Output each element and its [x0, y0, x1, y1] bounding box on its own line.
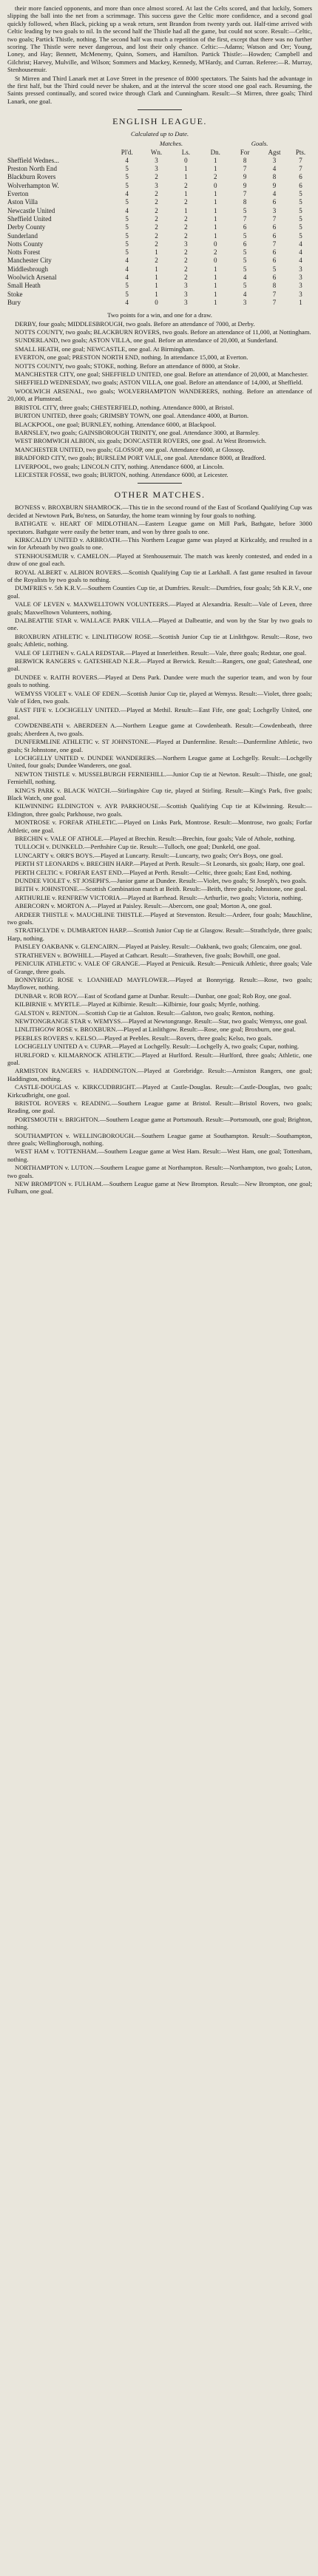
match-paragraph: KING'S PARK v. BLACK WATCH.—Stirlingshire Cup tie, played at Stirling. Result:—King's Park, five goals; Black Watch, one goal.: [7, 786, 312, 801]
other-matches-list: [7, 504, 312, 1196]
table-cell: 1: [155, 282, 158, 290]
table-cell: 7: [272, 290, 277, 298]
team-name-cell: Everton: [7, 190, 29, 198]
table-cell: 5: [243, 231, 247, 240]
table-cell: 2: [184, 274, 188, 282]
table-cell: 4: [243, 274, 247, 282]
match-paragraph: WEMYSS VIOLET v. VALE OF EDEN.—Scottish Junior Cup tie, played at Wemyss. Result:—Violet, three goals; Vale of Eden, two goals.: [7, 689, 312, 705]
table-row: [7, 274, 312, 282]
match-paragraph: TULLOCH v. DUNKELD.—Perthshire Cup tie. Result:—Tulloch, one goal; Dunkeld, one goal.: [15, 843, 260, 851]
table-row: [7, 223, 312, 231]
table-cell: 2: [184, 181, 188, 189]
table-cell: 3: [155, 156, 158, 164]
table-cell: 7: [243, 165, 247, 173]
table-cell: 4: [125, 257, 129, 265]
team-name-cell: Derby County: [7, 223, 46, 231]
result-paragraph: MANCHESTER UNITED, two goals; GLOSSOP, one goal. Attendance 6000, at Glossop.: [15, 445, 245, 453]
match-paragraph: PERTH ST LEONARDS v. BRECHIN HARP.—Played at Perth. Result:—St Leonards, six goals; Harp, one goal.: [15, 860, 305, 868]
table-row: [7, 215, 312, 223]
table-cell: 4: [125, 190, 129, 198]
team-name-cell: Newcastle United: [7, 206, 55, 214]
match-paragraph: LOCHGELLY UNITED A v. CUPAR.—Played at Lochgelly. Result:—Lochgelly A, two goals; Cupar, nothing.: [15, 1043, 300, 1051]
table-header-cell: [7, 140, 112, 148]
table-cell: 3: [184, 282, 188, 290]
table-group-header: [7, 140, 312, 148]
table-cell: 2: [184, 198, 188, 206]
result-paragraph: DERBY, four goals; MIDDLESBROUGH, two goals. Before an attendance of 7000, at Derby.: [15, 319, 255, 328]
result-paragraph: LEICESTER FOSSE, two goals; BURTON, nothing. Attendance 6000, at Leicester.: [15, 470, 229, 478]
table-cell: 3: [184, 298, 188, 306]
match-paragraph: NEWTONGRANGE STAR v. WEMYSS.—Played at Newtongrange. Result:—Star, two goals; Wemyss, one goal.: [15, 1017, 308, 1025]
table-cell: 5: [125, 214, 129, 223]
table-cell: 4: [243, 290, 247, 298]
table-cell: 5: [125, 173, 129, 181]
team-name-cell: Sunderland: [7, 231, 38, 240]
table-cell: 2: [184, 248, 188, 257]
table-cell: 6: [272, 248, 277, 257]
table-cell: 7: [272, 298, 277, 306]
match-paragraph: ARMISTON RANGERS v. HADDINGTON.—Played at Gorebridge. Result:—Armiston Rangers, one goal; Haddington, nothing.: [7, 1067, 312, 1082]
table-cell: 6: [243, 223, 247, 231]
team-name-cell: Manchester City: [7, 257, 52, 265]
match-paragraph: BEITH v. JOHNSTONE.—Scottish Combination match at Beith. Result:—Beith, three goals; Johnstone, one goal.: [15, 885, 308, 893]
table-header-cell: Dn.: [210, 148, 220, 156]
table-row: [7, 232, 312, 240]
match-paragraph: HURLFORD v. KILMARNOCK ATHLETIC.—Played at Hurlford. Result:—Hurlford, three goals; Athletic, one goal.: [7, 1051, 312, 1066]
match-paragraph: PENICUIK ATHLETIC v. VALE OF GRANGE.—Played at Penicuik. Result:—Penicuik Athletic, three goals; Vale of Grange, three goals.: [7, 960, 312, 975]
section-heading: OTHER MATCHES.: [114, 489, 206, 501]
result-paragraph: NOTTS COUNTY, two goals; STOKE, nothing. Before an attendance of 8000, at Stoke.: [15, 362, 240, 370]
table-cell: 4: [125, 298, 129, 306]
team-name-cell: Blackburn Rovers: [7, 173, 56, 181]
table-cell: 2: [155, 214, 158, 223]
table-row: [7, 265, 312, 274]
league-table-body: [7, 157, 312, 307]
table-cell: 4: [299, 240, 302, 248]
table-cell: 1: [214, 282, 217, 290]
table-cell: 6: [272, 198, 277, 206]
table-cell: 0: [184, 156, 188, 164]
table-cell: 1: [155, 274, 158, 282]
table-cell: 0: [214, 181, 217, 189]
table-row: [7, 299, 312, 307]
match-paragraph: ARDEER THISTLE v. MAUCHLINE THISTLE.—Played at Stevenston. Result:—Ardeer, four goals; Mauchline, two goals.: [7, 910, 312, 926]
match-paragraph: DUNBAR v. ROB ROY.—East of Scotland game at Dunbar. Result:—Dunbar, one goal; Rob Roy, one goal.: [15, 992, 291, 1000]
table-cell: 4: [125, 206, 129, 214]
team-name-cell: Notts Forest: [7, 248, 41, 257]
table-row: [7, 198, 312, 206]
table-cell: 5: [125, 198, 129, 206]
table-cell: 1: [184, 165, 188, 173]
table-cell: 1: [214, 274, 217, 282]
table-cell: 5: [243, 248, 247, 257]
result-paragraph: EVERTON, one goal; PRESTON NORTH END, nothing. In attendance 15,000, at Everton.: [15, 353, 248, 362]
table-cell: 2: [155, 240, 158, 248]
divider: [138, 109, 182, 110]
match-paragraph: DUNFERMLINE ATHLETIC v. ST JOHNSTONE.—Played at Dunfermline. Result:—Dunfermline Athletic, two goals; St Johnstone, one goal.: [7, 738, 312, 753]
table-cell: 5: [125, 165, 129, 173]
team-name-cell: Wolverhampton W.: [7, 181, 59, 189]
table-cell: 6: [272, 231, 277, 240]
table-row: [7, 248, 312, 257]
english-league-section: [7, 116, 312, 319]
match-paragraph: VALE OF LEITHEN v. GALA REDSTAR.—Played at Innerleithen. Result:—Vale, three goals; Redstar, one goal.: [15, 648, 307, 657]
match-paragraph: ABERCORN v. MORTON A.—Played at Paisley. Result:—Abercorn, one goal; Morton A, one goal.: [15, 902, 272, 910]
table-cell: 2: [214, 173, 217, 181]
team-name-cell: Sheffield Wednes...: [7, 156, 59, 164]
table-cell: 4: [272, 165, 277, 173]
result-paragraph: BRISTOL CITY, three goals; CHESTERFIELD, nothing. Attendance 8000, at Bristol.: [15, 403, 234, 411]
table-cell: 5: [272, 265, 277, 273]
table-cell: 0: [214, 257, 217, 265]
table-cell: 7: [272, 240, 277, 248]
table-cell: 2: [184, 265, 188, 273]
table-cell: 0: [214, 240, 217, 248]
table-cell: 6: [272, 257, 277, 265]
match-paragraph: NORTHAMPTON v. LUTON.—Southern League game at Northampton. Result:—Northampton, two goals; Luton, two goals.: [7, 1164, 312, 1179]
report-paragraph: their more fancied opponents, and more than once almost scored. At last the Celts scored, and that luckily, Somers slipping the ball into the net from a scrimmage. This success gave the Celtic more confidence, and a second goal quickly followed, when Black, picking up a weak return, sent Brandon from twenty yards out. Half-time arrived with Celtic leading by two goals to nil. In the second half the Thistle had all the game, but could not score. Result:—Celtic, two goals; Partick Thistle, nothing. The second half was much a repetition of the first, except that there was no further scoring. The Thistle were never dangerous, and lost their only chance. Celtic:—Adams; Watson and Orr; Young, Loney, and Hay; Bennett, McMenemy, Quinn, Somers, and Hamilton. Partick Thistle:—Howden; Campbell and Gilchrist; Harvey, Mulville, and Wilson; Sommers and Mackey, Kennedy, M'Hardy, and Curran. Referee:—R. Murray, Stenhousemuir.: [7, 4, 312, 74]
table-cell: 2: [184, 214, 188, 223]
table-cell: 7: [272, 214, 277, 223]
match-paragraph: LOCHGELLY UNITED v. DUNDEE WANDERERS.—Northern League game at Lochgelly. Result:—Lochgelly United, four goals; Dundee Wanderers, one goal.: [7, 753, 312, 770]
table-cell: 8: [272, 282, 277, 290]
team-name-cell: Small Heath: [7, 282, 41, 290]
table-cell: 7: [243, 214, 247, 223]
match-paragraph: ARTHURLIE v. RENFREW VICTORIA.—Played at Barrhead. Result:—Arthurlie, two goals; Victoria, nothing.: [15, 893, 303, 901]
match-paragraph: STRATHCLYDE v. DUMBARTON HARP.—Scottish Junior Cup tie at Glasgow. Result:—Strathclyde, three goals; Harp, nothing.: [7, 926, 312, 942]
table-cell: 1: [299, 298, 302, 306]
table-header-cell: Agst: [268, 148, 281, 156]
league-table: [7, 140, 312, 307]
table-cell: 1: [214, 214, 217, 223]
result-paragraph: BRADFORD CITY, two goals; BURSLEM PORT VALE, one goal. Attendance 8000, at Bradford.: [15, 454, 266, 462]
match-paragraph: PEEBLES ROVERS v. KELSO.—Played at Peebles. Result:—Rovers, three goals; Kelso, two goals.: [15, 1034, 273, 1042]
match-paragraph: BERWICK RANGERS v. GATESHEAD N.E.R.—Played at Berwick. Result:—Rangers, one goal; Gateshead, one goal.: [7, 657, 312, 673]
league-results: [7, 320, 312, 479]
table-cell: 4: [299, 248, 302, 257]
table-cell: 2: [214, 248, 217, 257]
match-paragraph: NEW BROMPTON v. FULHAM.—Southern League game at New Brompton. Result:—New Brompton, one goal; Fulham, one goal.: [7, 1180, 312, 1196]
table-row: [7, 157, 312, 165]
table-cell: 1: [214, 290, 217, 298]
table-cell: 1: [214, 190, 217, 198]
match-paragraph: BONNYRIGG ROSE v. LOANHEAD MAYFLOWER.—Played at Bonnyrigg. Result:—Rose, two goals; Mayflower, nothing.: [7, 975, 312, 992]
match-paragraph: KILBIRNIE v. MYRTLE.—Played at Kilbirnie. Result:—Kilbirnie, four goals; Myrtle, nothing.: [15, 1000, 260, 1009]
table-cell: 5: [299, 231, 302, 240]
match-paragraph: PAISLEY OAKBANK v. GLENCAIRN.—Played at Paisley. Result:—Oakbank, two goals; Glencairn, one goal.: [15, 943, 302, 951]
result-paragraph: BLACKPOOL, one goal; BURNLEY, nothing. Attendance 6000, at Blackpool.: [15, 420, 217, 428]
table-cell: 2: [155, 198, 158, 206]
match-paragraph: BO'NESS v. BROXBURN SHAMROCK.—This tie in the second round of the East of Scotland Qualifying Cup was decided at Newtown Park, Bo'ness, on Saturday, the home team winning by four goals to nothing.: [7, 504, 312, 519]
table-row: [7, 240, 312, 248]
team-name-cell: Woolwich Arsenal: [7, 274, 57, 282]
result-paragraph: SUNDERLAND, two goals; ASTON VILLA, one goal. Before an attendance of 20,000, at Sunderland.: [15, 336, 278, 345]
result-paragraph: BURTON UNITED, three goals; GRIMSBY TOWN, one goal. Attendance 4000, at Burton.: [15, 412, 249, 420]
table-row: [7, 182, 312, 190]
table-cell: 6: [272, 223, 277, 231]
table-cell: 2: [155, 231, 158, 240]
match-paragraph: BROXBURN ATHLETIC v. LINLITHGOW ROSE.—Scottish Junior Cup tie at Linlithgow. Result:—Rose, two goals; Athletic, nothing.: [7, 632, 312, 648]
match-paragraph: DUMFRIES v. 5th K.R.V.—Southern Counties Cup tie, at Dumfries. Result:—Dumfries, four goals; 5th K.R.V., one goal.: [7, 584, 312, 600]
table-cell: 5: [125, 282, 129, 290]
table-cell: 4: [299, 257, 302, 265]
table-cell: 4: [125, 265, 129, 273]
match-paragraph: DUNDEE v. RAITH ROVERS.—Played at Dens Park. Dundee were much the superior team, and won by four goals to nothing.: [7, 673, 312, 689]
table-row: [7, 282, 312, 290]
table-group-label: Goals.: [251, 140, 268, 148]
table-cell: 5: [243, 206, 247, 214]
table-cell: 1: [214, 156, 217, 164]
table-cell: 3: [299, 274, 302, 282]
table-cell: 4: [125, 274, 129, 282]
table-row: [7, 207, 312, 215]
table-header-cell: For: [240, 148, 250, 156]
table-cell: 7: [299, 165, 302, 173]
table-cell: 2: [155, 257, 158, 265]
match-paragraph: GALSTON v. RENTON.—Scottish Cup tie at Galston. Result:—Galston, two goals; Renton, nothing.: [15, 1009, 275, 1017]
table-header-cell: Wn.: [150, 148, 163, 156]
table-cell: 3: [184, 290, 188, 298]
result-paragraph: LIVERPOOL, two goals; LINCOLN CITY, nothing. Attendance 6000, at Lincoln.: [15, 462, 224, 470]
match-paragraph: VALE OF LEVEN v. MAXWELLTOWN VOLUNTEERS.—Played at Alexandria. Result:—Vale of Leven, three goals; Maxwelltown Volunteers, nothing.: [7, 600, 312, 616]
table-cell: 5: [299, 206, 302, 214]
table-cell: 3: [299, 282, 302, 290]
table-cell: 1: [214, 198, 217, 206]
match-paragraph: DALBEATTIE STAR v. WALLACE PARK VILLA.—Played at Dalbeattie, and won by the Star by two goals to one.: [7, 617, 312, 632]
match-paragraph: LINLITHGOW ROSE v. BROXBURN.—Played at Linlithgow. Result:—Rose, one goal; Broxburn, one goal.: [15, 1026, 296, 1034]
table-row: [7, 165, 312, 173]
result-paragraph: WOOLWICH ARSENAL, two goals; WOLVERHAMPTON WANDERERS, nothing. Before an attendance of 20,000, at Plumstead.: [7, 387, 312, 403]
table-cell: 1: [214, 165, 217, 173]
team-name-cell: Aston Villa: [7, 198, 38, 206]
team-name-cell: Preston North End: [7, 165, 57, 173]
table-cell: 8: [272, 173, 277, 181]
match-paragraph: DUNDEE VIOLET v. ST JOSEPH'S.—Junior game at Dundee. Result:—Violet, two goals; St Joseph's, two goals.: [15, 877, 307, 885]
table-header-cell: Pts.: [295, 148, 306, 156]
table-cell: 5: [125, 231, 129, 240]
table-row: [7, 291, 312, 299]
table-cell: 2: [184, 223, 188, 231]
match-paragraph: LUNCARTY v. ORR'S BOYS.—Played at Luncarty. Result:—Luncarty, two goals; Orr's Boys, one goal.: [15, 851, 283, 859]
table-cell: 5: [243, 265, 247, 273]
team-name-cell: Notts County: [7, 240, 44, 248]
table-group-label: Matches.: [159, 140, 183, 148]
table-cell: 3: [155, 165, 158, 173]
team-name-cell: Bury: [7, 298, 21, 306]
table-cell: 1: [155, 290, 158, 298]
match-paragraph: ROYAL ALBERT v. ALBION ROVERS.—Scottish Qualifying Cup tie at Larkhall. A fast game resulted in favour of the Royalists by two goals to nothing.: [7, 568, 312, 583]
table-cell: 1: [214, 231, 217, 240]
table-header-cell: Ls.: [181, 148, 191, 156]
table-cell: 1: [214, 223, 217, 231]
match-paragraph: BATHGATE v. HEART OF MIDLOTHIAN.—Eastern League game on Mill Park, Bathgate, before 3000 spectators. Bathgate were easily the better team, and won by three goals to one.: [7, 520, 312, 535]
table-cell: 1: [214, 265, 217, 273]
table-cell: 2: [155, 206, 158, 214]
table-cell: 2: [184, 257, 188, 265]
table-cell: 1: [214, 206, 217, 214]
table-cell: 4: [272, 190, 277, 198]
table-cell: 1: [184, 173, 188, 181]
table-cell: 5: [299, 198, 302, 206]
table-cell: 3: [299, 290, 302, 298]
table-cell: 1: [155, 248, 158, 257]
match-paragraph: WEST HAM v. TOTTENHAM.—Southern League game at West Ham. Result:—West Ham, one goal; Tottenham, nothing.: [7, 1148, 312, 1163]
table-cell: 5: [299, 214, 302, 223]
table-cell: 0: [155, 298, 158, 306]
table-cell: 2: [155, 190, 158, 198]
match-paragraph: MONTROSE v. FORFAR ATHLETIC.—Played on Links Park, Montrose. Result:—Montrose, two goals; Forfar Athletic, one goal.: [7, 818, 312, 834]
table-cell: 5: [125, 240, 129, 248]
match-paragraph: PERTH CELTIC v. FORFAR EAST END.—Played at Perth. Result:—Celtic, three goals; East End, nothing.: [15, 868, 292, 876]
section-subheading: Calculated up to Date.: [130, 130, 189, 138]
team-name-cell: Middlesbrough: [7, 265, 48, 273]
match-paragraph: SOUTHAMPTON v. WELLINGBOROUGH.—Southern League game at Southampton. Result:—Southampton, three goals; Wellingborough, nothing.: [7, 1131, 312, 1148]
result-paragraph: WEST BROMWICH ALBION, six goals; DONCASTER ROVERS, one goal. At West Bromwich.: [15, 437, 267, 445]
divider: [138, 483, 182, 484]
table-cell: 3: [272, 156, 277, 164]
match-paragraph: COWDENBEATH v. ABERDEEN A.—Northern League game at Cowdenbeath. Result:—Cowdenbeath, three goals; Aberdeen A, two goals.: [7, 722, 312, 737]
table-cell: 1: [184, 206, 188, 214]
table-cell: 5: [125, 248, 129, 257]
table-cell: 6: [272, 274, 277, 282]
result-paragraph: SHEFFIELD WEDNESDAY, two goals; ASTON VILLA, one goal. Before an attendance of 14,000, at Sheffield.: [15, 379, 303, 387]
table-cell: 1: [184, 190, 188, 198]
other-matches-section: [7, 489, 312, 1196]
match-paragraph: KILWINNING ELDINGTON v. AYR PARKHOUSE.—Scottish Qualifying Cup tie at Kilwinning. Result:—Eldington, three goals; Parkhouse, two goals.: [7, 802, 312, 818]
table-header-row: [7, 149, 312, 157]
match-paragraph: BRECHIN v. VALE OF ATHOLE.—Played at Brechin. Result:—Brechin, four goals; Vale of Athole, nothing.: [15, 835, 296, 842]
table-cell: 1: [214, 298, 217, 306]
match-paragraph: EAST FIFE v. LOCHGELLY UNITED.—Played at Methil. Result:—East Fife, one goal; Lochgelly United, one goal.: [7, 705, 312, 721]
table-cell: 2: [155, 223, 158, 231]
table-row: [7, 190, 312, 198]
match-report: [7, 4, 312, 105]
table-cell: 6: [299, 181, 302, 189]
result-paragraph: SMALL HEATH, one goal; NEWCASTLE, one goal. At Birmingham.: [15, 345, 195, 353]
team-name-cell: Stoke: [7, 290, 23, 298]
table-cell: 4: [125, 156, 129, 164]
table-cell: 7: [243, 190, 247, 198]
table-cell: 5: [243, 257, 247, 265]
table-cell: 2: [184, 231, 188, 240]
table-cell: 5: [125, 181, 129, 189]
match-paragraph: CASTLE-DOUGLAS v. KIRKCUDBRIGHT.—Played at Castle-Douglas. Result:—Castle-Douglas, two goals; Kirkcudbright, one goal.: [7, 1083, 312, 1099]
table-cell: 1: [155, 265, 158, 273]
table-cell: 5: [125, 223, 129, 231]
match-paragraph: NEWTON THISTLE v. MUSSELBURGH FERNIEHILL.—Junior Cup tie at Newton. Result:—Thistle, one goal; Ferniehill, nothing.: [7, 770, 312, 786]
table-cell: 6: [299, 173, 302, 181]
table-cell: 9: [243, 181, 247, 189]
table-cell: 5: [299, 190, 302, 198]
table-cell: 8: [243, 156, 247, 164]
table-cell: 3: [243, 298, 247, 306]
match-paragraph: KIRKCALDY UNITED v. ARBROATH.—This Northern League game was played at Kirkcaldy, and resulted in a win for Arbroath by two goals to one.: [7, 535, 312, 552]
report-paragraph: St Mirren and Third Lanark met at Love Street in the presence of 8000 spectators. The Saints had the advantage in the first half, but the Third could never be shaken, and at the interval the score stood one goal each. Resuming, the Saints pressed continually, and scored twice through Clark and Cunningham. Result:—St Mirren, three goals; Third Lanark, one goal.: [7, 74, 312, 105]
match-paragraph: STRATHEVEN v. BOWHILL.—Played at Cathcart. Result:—Stratheven, five goals; Bowhill, one goal.: [15, 951, 280, 959]
table-cell: 9: [272, 181, 277, 189]
result-paragraph: NOTTS COUNTY, two goals; BLACKBURN ROVERS, two goals. Before an attendance of 11,000, at Nottingham.: [15, 328, 311, 336]
table-cell: 5: [125, 290, 129, 298]
section-heading: ENGLISH LEAGUE.: [112, 116, 207, 127]
table-row: [7, 257, 312, 265]
result-paragraph: MANCHESTER CITY, one goal; SHEFFIELD UNITED, one goal. Before an attendance of 20,000, at Manchester.: [15, 370, 308, 379]
table-cell: 8: [243, 198, 247, 206]
match-paragraph: STENHOUSEMUIR v. CAMELON.—Played at Stenhousemuir. The match was keenly contested, and ended in a draw of one goal each.: [7, 552, 312, 568]
match-paragraph: BRISTOL ROVERS v. READING.—Southern League game at Bristol. Result:—Bristol Rovers, two goals; Reading, one goal.: [7, 1099, 312, 1115]
table-cell: 3: [299, 265, 302, 273]
table-cell: 5: [299, 223, 302, 231]
table-header-cell: [289, 140, 312, 148]
table-row: [7, 173, 312, 181]
table-cell: 5: [243, 282, 247, 290]
table-header-cell: [7, 149, 112, 157]
table-cell: 3: [272, 206, 277, 214]
table-cell: 2: [155, 173, 158, 181]
team-name-cell: Sheffield United: [7, 214, 52, 223]
table-header-cell: Pl'd.: [121, 148, 133, 156]
result-paragraph: BARNSLEY, two goals; GAINSBOROUGH TRINITY, one goal. Attendance 3000, at Barnsley.: [15, 428, 260, 436]
table-cell: 6: [243, 240, 247, 248]
table-cell: 3: [184, 240, 188, 248]
match-paragraph: PORTSMOUTH v. BRIGHTON.—Southern League game at Portsmouth. Result:—Portsmouth, one goal; Brighton, nothing.: [7, 1115, 312, 1131]
table-cell: 3: [155, 181, 158, 189]
table-note: Two points for a win, and one for a draw.: [107, 311, 212, 319]
table-cell: 9: [243, 173, 247, 181]
table-cell: 7: [299, 156, 302, 164]
